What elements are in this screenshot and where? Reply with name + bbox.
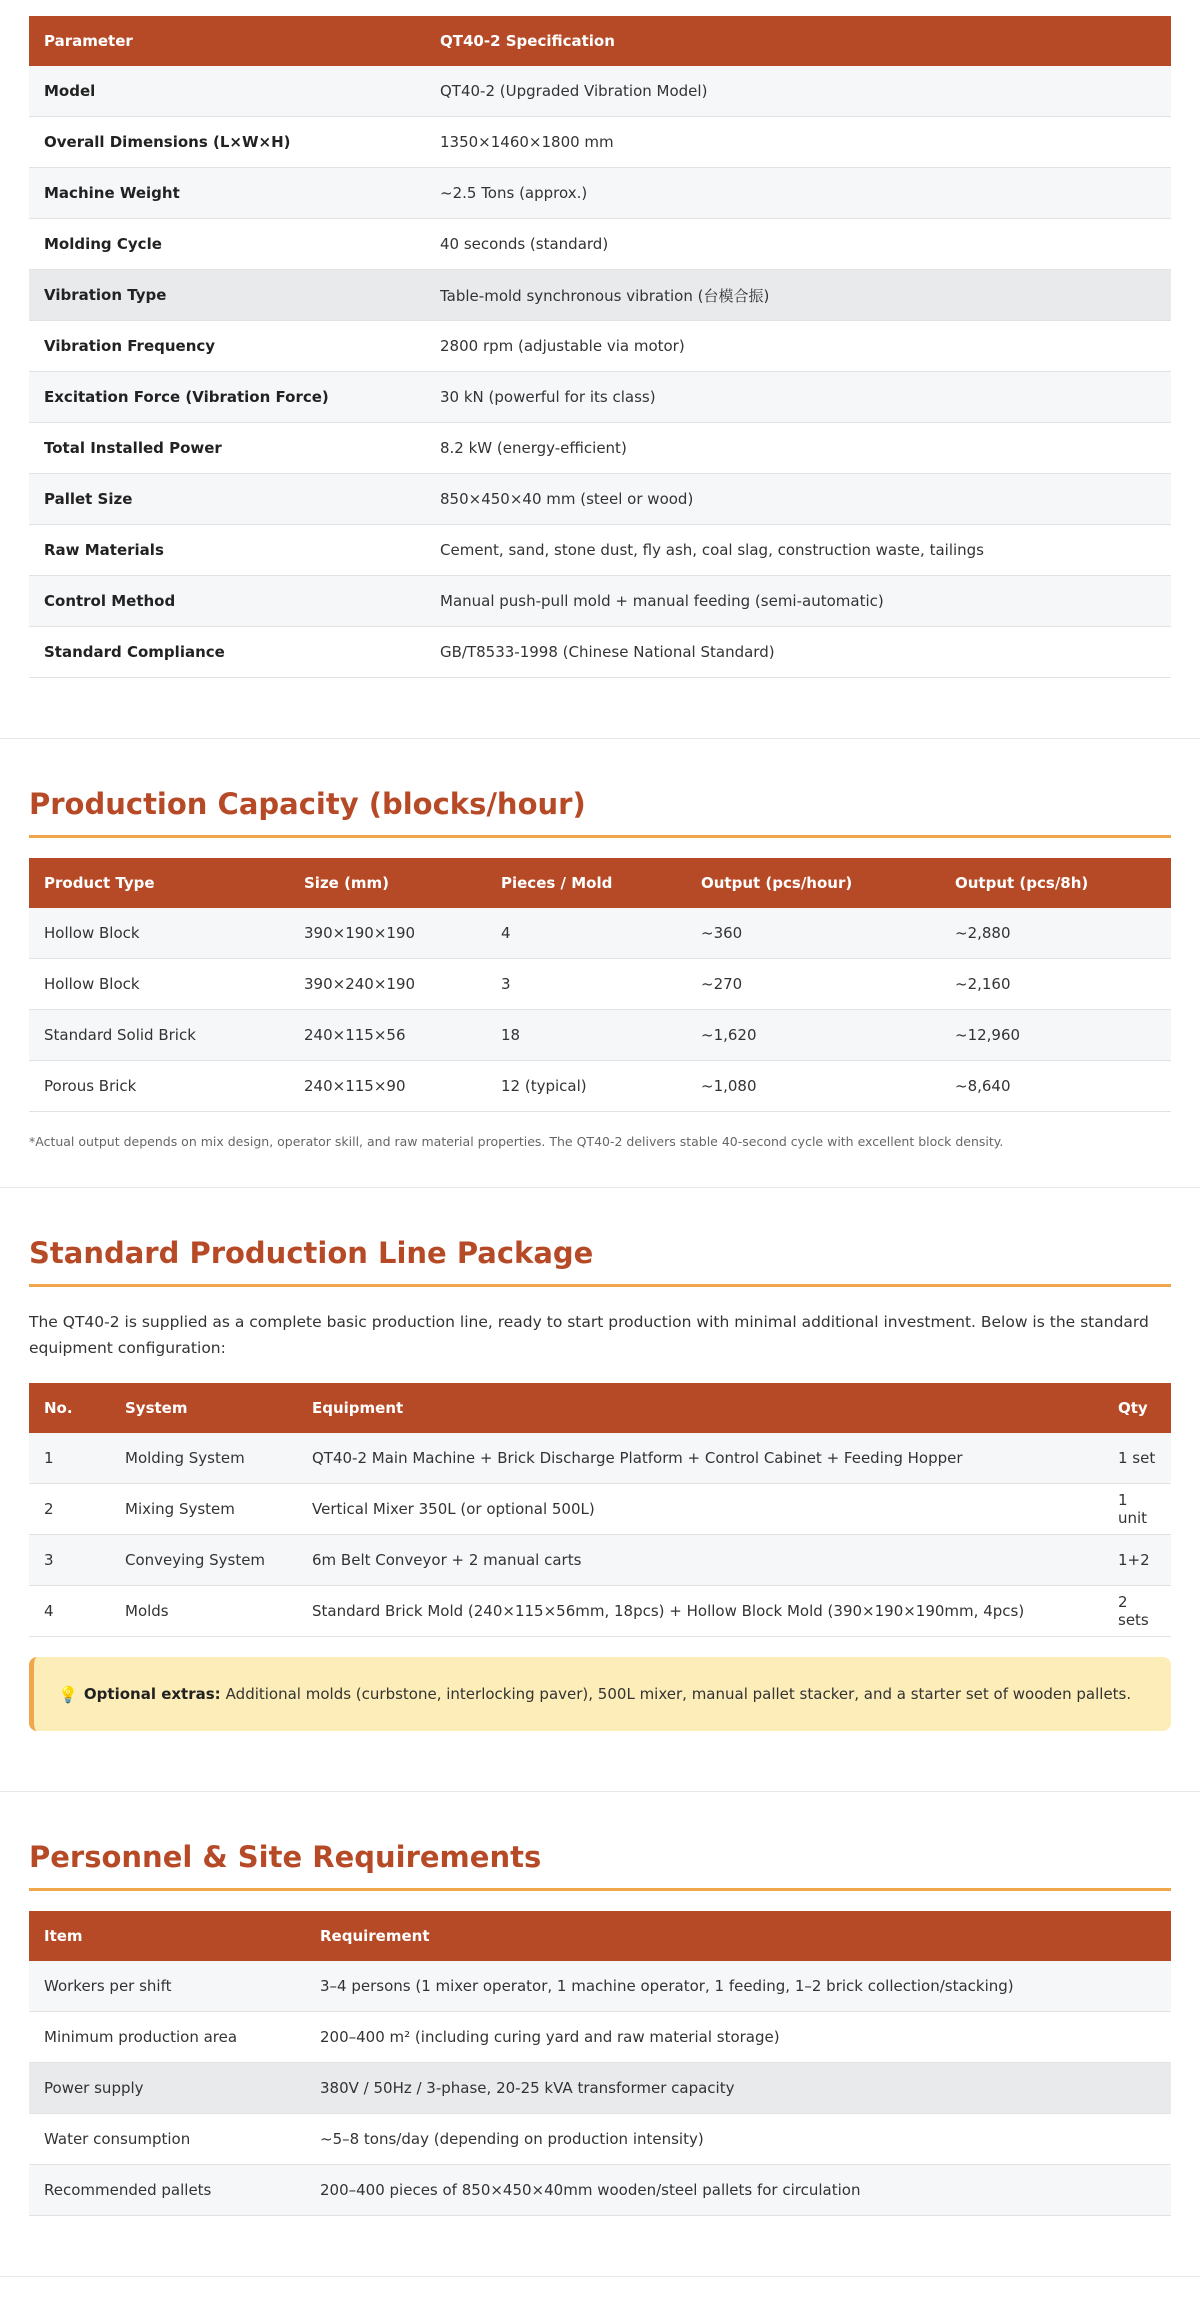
table-row [29,1010,1171,1061]
spec-header-specification: QT40-2 Specification [425,16,1171,66]
spec-param: Total Installed Power [29,423,425,474]
table-row [29,1961,1171,2012]
personnel-requirement: 3–4 persons (1 mixer operator, 1 machine operator, 1 feeding, 1–2 brick collection/stacking) [305,1961,1171,2012]
package-cell: 1 set [1103,1433,1171,1484]
table-row [29,372,1171,423]
spec-value: QT40-2 (Upgraded Vibration Model) [425,66,1171,117]
capacity-table [29,858,1171,1112]
optional-extras-callout [29,1657,1171,1731]
capacity-cell: ~8,640 [940,1061,1171,1112]
spec-param: Vibration Frequency [29,321,425,372]
capacity-cell: 3 [486,959,686,1010]
package-cell: 3 [29,1535,110,1586]
spec-value: Table-mold synchronous vibration (台模合振) [425,270,1171,321]
package-cell: Molding System [110,1433,297,1484]
spec-value: GB/T8533-1998 (Chinese National Standard) [425,627,1171,678]
table-row [29,117,1171,168]
capacity-cell: Hollow Block [29,908,289,959]
package-cell: 1 [29,1433,110,1484]
capacity-cell: ~2,880 [940,908,1171,959]
capacity-cell: ~2,160 [940,959,1171,1010]
table-row [29,1586,1171,1637]
capacity-header-size: Size (mm) [289,858,486,908]
package-cell: 2 [29,1484,110,1535]
table-row [29,1484,1171,1535]
table-row [29,474,1171,525]
spec-value: 8.2 kW (energy-efficient) [425,423,1171,474]
table-row [29,168,1171,219]
table-row [29,576,1171,627]
personnel-requirement: ~5–8 tons/day (depending on production intensity) [305,2114,1171,2165]
capacity-cell: 4 [486,908,686,959]
capacity-header-output-hour: Output (pcs/hour) [686,858,940,908]
spec-value: 1350×1460×1800 mm [425,117,1171,168]
spec-param: Model [29,66,425,117]
package-cell: 2 sets [1103,1586,1171,1637]
spec-param: Vibration Type [29,270,425,321]
personnel-header-requirement: Requirement [305,1911,1171,1961]
personnel-item: Workers per shift [29,1961,305,2012]
capacity-cell: ~12,960 [940,1010,1171,1061]
capacity-header-output-8h: Output (pcs/8h) [940,858,1171,908]
package-header-equipment: Equipment [297,1383,1103,1433]
personnel-requirement: 200–400 pieces of 850×450×40mm wooden/steel pallets for circulation [305,2165,1171,2216]
callout-text: Additional molds (curbstone, interlocking paver), 500L mixer, manual pallet stacker, and a starter set of wooden pallets. [225,1685,1132,1703]
personnel-header-row [29,1911,1171,1961]
table-row [29,525,1171,576]
table-row [29,2165,1171,2216]
capacity-cell: ~1,620 [686,1010,940,1061]
capacity-header-row [29,858,1171,908]
spec-value: 40 seconds (standard) [425,219,1171,270]
package-section-title: Standard Production Line Package [29,1236,1171,1287]
section-divider [0,2276,1200,2277]
capacity-footnote: *Actual output depends on mix design, operator skill, and raw material properties. The QT40-2 delivers stable 40-second cycle with excellent block density. [29,1134,1004,1149]
capacity-cell: ~1,080 [686,1061,940,1112]
spec-param: Machine Weight [29,168,425,219]
personnel-item: Recommended pallets [29,2165,305,2216]
capacity-cell: 390×240×190 [289,959,486,1010]
spec-param: Molding Cycle [29,219,425,270]
package-header-row [29,1383,1171,1433]
package-cell: 1+2 [1103,1535,1171,1586]
capacity-cell: Porous Brick [29,1061,289,1112]
personnel-table [29,1911,1171,2216]
package-cell: Conveying System [110,1535,297,1586]
table-row [29,423,1171,474]
capacity-cell: 18 [486,1010,686,1061]
spec-param: Standard Compliance [29,627,425,678]
personnel-item: Minimum production area [29,2012,305,2063]
personnel-section-title: Personnel & Site Requirements [29,1840,1171,1891]
table-row [29,2114,1171,2165]
capacity-header-product-type: Product Type [29,858,289,908]
spec-value: 2800 rpm (adjustable via motor) [425,321,1171,372]
spec-value: 850×450×40 mm (steel or wood) [425,474,1171,525]
capacity-cell: 240×115×56 [289,1010,486,1061]
personnel-header-item: Item [29,1911,305,1961]
spec-table [29,16,1171,678]
table-row [29,66,1171,117]
package-cell: 6m Belt Conveyor + 2 manual carts [297,1535,1103,1586]
package-intro: The QT40-2 is supplied as a complete basic production line, ready to start production with minimal additional investment. Below is the standard equipment configuration: [29,1313,1149,1357]
package-cell: Vertical Mixer 350L (or optional 500L) [297,1484,1103,1535]
table-row [29,219,1171,270]
package-cell: Mixing System [110,1484,297,1535]
table-row [29,1535,1171,1586]
spec-param: Overall Dimensions (L×W×H) [29,117,425,168]
lightbulb-icon: 💡 [58,1684,78,1704]
package-cell: Standard Brick Mold (240×115×56mm, 18pcs) + Hollow Block Mold (390×190×190mm, 4pcs) [297,1586,1103,1637]
capacity-cell: ~270 [686,959,940,1010]
spec-value: ~2.5 Tons (approx.) [425,168,1171,219]
package-header-no: No. [29,1383,110,1433]
package-header-system: System [110,1383,297,1433]
package-cell: 4 [29,1586,110,1637]
table-row-highlighted [29,2063,1171,2114]
table-row [29,627,1171,678]
spec-param: Pallet Size [29,474,425,525]
capacity-cell: 240×115×90 [289,1061,486,1112]
callout-label: Optional extras: [83,1685,221,1703]
table-row [29,321,1171,372]
capacity-cell: ~360 [686,908,940,959]
personnel-item: Water consumption [29,2114,305,2165]
spec-header-row [29,16,1171,66]
personnel-requirement: 380V / 50Hz / 3-phase, 20-25 kVA transformer capacity [305,2063,1171,2114]
table-row [29,908,1171,959]
package-cell: Molds [110,1586,297,1637]
table-row [29,2012,1171,2063]
capacity-cell: 12 (typical) [486,1061,686,1112]
table-row [29,1061,1171,1112]
capacity-cell: 390×190×190 [289,908,486,959]
table-row [29,959,1171,1010]
spec-value: Cement, sand, stone dust, fly ash, coal slag, construction waste, tailings [425,525,1171,576]
package-cell: QT40-2 Main Machine + Brick Discharge Platform + Control Cabinet + Feeding Hopper [297,1433,1103,1484]
capacity-section-title: Production Capacity (blocks/hour) [29,787,1171,838]
personnel-requirement: 200–400 m² (including curing yard and raw material storage) [305,2012,1171,2063]
spec-header-parameter: Parameter [29,16,425,66]
table-row [29,1433,1171,1484]
spec-param: Raw Materials [29,525,425,576]
table-row-highlighted [29,270,1171,321]
capacity-header-pieces: Pieces / Mold [486,858,686,908]
personnel-item: Power supply [29,2063,305,2114]
capacity-cell: Hollow Block [29,959,289,1010]
package-header-qty: Qty [1103,1383,1171,1433]
spec-param: Excitation Force (Vibration Force) [29,372,425,423]
spec-value: 30 kN (powerful for its class) [425,372,1171,423]
package-table [29,1383,1171,1637]
spec-value: Manual push-pull mold + manual feeding (semi-automatic) [425,576,1171,627]
spec-param: Control Method [29,576,425,627]
package-cell: 1 unit [1103,1484,1171,1535]
capacity-cell: Standard Solid Brick [29,1010,289,1061]
